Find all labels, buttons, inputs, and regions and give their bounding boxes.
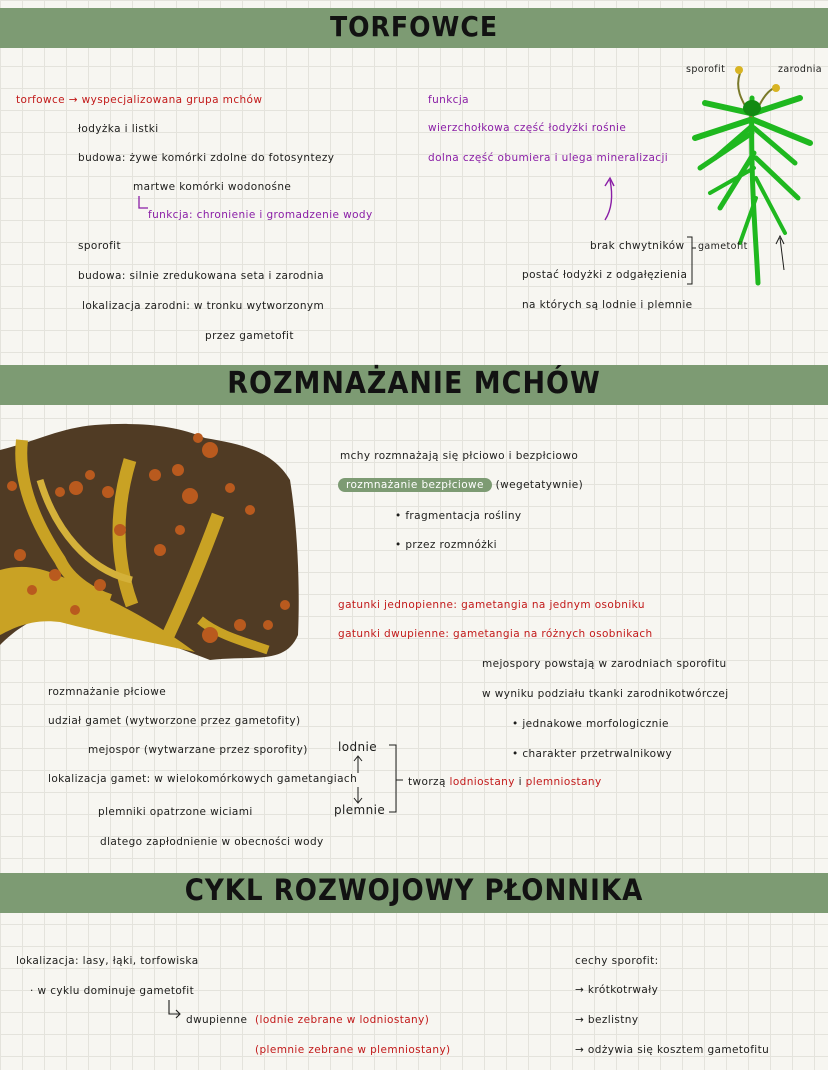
hook-arrow-icon <box>166 1000 182 1020</box>
section-title-rozmnazanie: ROZMNAŻANIE MCHÓW <box>227 366 601 401</box>
arrow-icon <box>353 786 363 804</box>
label-lodnie: lodnie <box>338 740 378 754</box>
note-line: udział gamet (wytworzone przez gametofity) <box>48 715 301 727</box>
section-title-torfowce: TORFOWCE <box>329 10 499 43</box>
note-line: martwe komórki wodonośne <box>133 181 292 193</box>
intro-text: torfowce → wyspecjalizowana grupa mchów <box>16 94 263 106</box>
note-line: w wyniku podziału tkanki zarodnikotwórczej <box>482 688 729 700</box>
bracket-icon <box>388 744 404 814</box>
note-line: · w cyklu dominuje gametofit <box>30 985 195 997</box>
note-line: • przez rozmnóżki <box>395 539 497 551</box>
note-line: łodyżka i listki <box>78 123 159 135</box>
note-line: mejospory powstają w zarodniach sporofitu <box>482 658 727 670</box>
note-line: lokalizacja zarodni: w tronku wytworzonym <box>82 300 325 312</box>
section-title-cykl: CYKL ROZWOJOWY PŁONNIKA <box>184 873 644 907</box>
note-line: sporofit <box>78 240 122 252</box>
note-line: na których są lodnie i plemnie <box>522 299 693 311</box>
note-line: (plemnie zebrane w plemniostany) <box>255 1044 451 1056</box>
note-line: postać łodyżki z odgałęzienia <box>522 269 688 281</box>
bracket-icon <box>686 236 696 286</box>
plant-label-zarodnia: zarodnia <box>778 64 823 75</box>
note-line: • jednakowe morfologicznie <box>512 718 669 730</box>
plant-label-sporofit: sporofit <box>686 64 726 75</box>
note-line: dwupienne <box>186 1014 248 1026</box>
note-line: → bezlistny <box>575 1014 639 1026</box>
note-line: mchy rozmnażają się płciowo i bezpłciowo <box>340 450 579 462</box>
plant-label-gametofit: gametofit <box>698 241 748 252</box>
note-line: • charakter przetrwalnikowy <box>512 748 673 760</box>
note-line: budowa: żywe komórki zdolne do fotosyntezy <box>78 152 335 164</box>
note-line <box>408 776 602 788</box>
note-line: mejospor (wytwarzane przez sporofity) <box>88 744 308 756</box>
note-line: plemniki opatrzone wiciami <box>98 806 253 818</box>
note-span: tworzą <box>408 776 450 788</box>
note-line: budowa: silnie zredukowana seta i zarodnia <box>78 270 324 282</box>
note-line <box>338 479 583 491</box>
note-span: (wegetatywnie) <box>495 479 584 491</box>
note-line: rozmnażanie płciowe <box>48 686 167 698</box>
note-line: (lodnie zebrane w lodniostany) <box>255 1014 430 1026</box>
note-line: brak chwytników <box>590 240 685 252</box>
note-line: dolna część obumiera i ulega mineralizacji <box>428 152 669 164</box>
note-line: funkcja <box>428 94 470 106</box>
note-line: gatunki jednopienne: gametangia na jednym osobniku <box>338 599 645 611</box>
note-line: → odżywia się kosztem gametofitu <box>575 1044 770 1056</box>
curved-arrow-icon <box>600 176 620 224</box>
label-plemnie: plemnie <box>334 803 386 817</box>
note-span: lodniostany <box>449 776 515 788</box>
highlight-pill: rozmnażanie bezpłciowe <box>338 478 492 492</box>
note-line: cechy sporofit: <box>575 955 659 967</box>
note-line: lokalizacja gamet: w wielokomórkowych gametangiach <box>48 773 358 785</box>
note-line: → krótkotrwały <box>575 984 659 996</box>
note-line: lokalizacja: lasy, łąki, torfowiska <box>16 955 199 967</box>
arrow-icon <box>353 755 363 775</box>
note-span: plemniostany <box>525 776 602 788</box>
note-line: • fragmentacja rośliny <box>395 510 522 522</box>
note-span: i <box>514 776 526 788</box>
moss-plant-illustration <box>680 58 828 294</box>
moss-cross-section-illustration <box>0 420 300 665</box>
note-line: funkcja: chronienie i gromadzenie wody <box>148 209 373 221</box>
note-line: przez gametofit <box>205 330 294 342</box>
note-line: dlatego zapłodnienie w obecności wody <box>100 836 324 848</box>
note-line: wierzchołkowa część łodyżki rośnie <box>428 122 627 134</box>
note-line: gatunki dwupienne: gametangia na różnych osobnikach <box>338 628 653 640</box>
